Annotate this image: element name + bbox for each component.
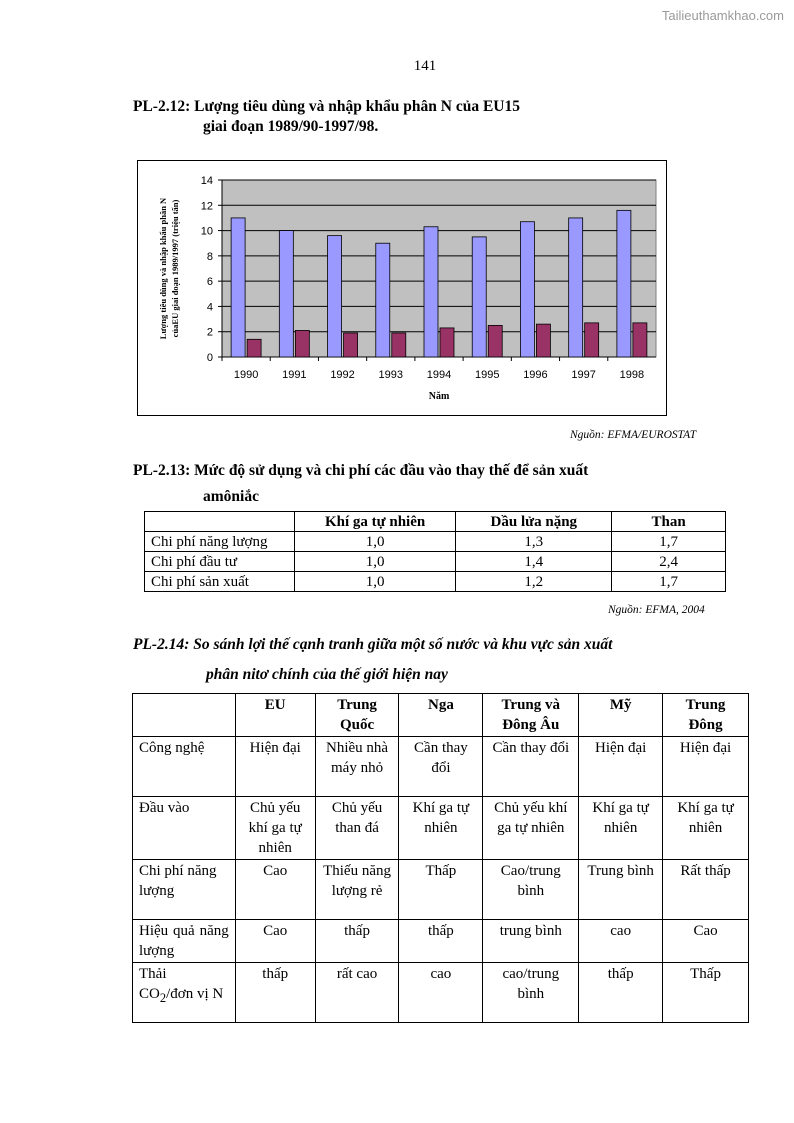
y-tick-label: 12 — [200, 200, 213, 213]
header-cell: EU — [235, 694, 315, 737]
table-cell: Trung bình — [579, 860, 663, 920]
competitive-advantage-table — [132, 693, 749, 1023]
row-label-part: CO — [139, 986, 160, 1002]
bar — [536, 324, 550, 357]
header-cell: Nga — [399, 694, 483, 737]
table-cell: Cao — [663, 920, 749, 963]
header-cell: Khí ga tự nhiên — [294, 512, 456, 532]
table-cell: thấp — [235, 963, 315, 1023]
table-cell: Chủ yếu khí ga tự nhiên — [483, 797, 579, 860]
y-tick-label: 2 — [206, 326, 213, 339]
header-cell: Than — [612, 512, 726, 532]
row-label: Hiệu quả năng lượng — [133, 920, 236, 963]
header-cell: Trung Đông — [663, 694, 749, 737]
table-cell: Cần thay đổi — [399, 737, 483, 797]
table-cell: Chủ yếu khí ga tự nhiên — [235, 797, 315, 860]
bar — [472, 237, 486, 357]
bar-chart — [138, 161, 666, 415]
table-cell: Thiếu năng lượng rẻ — [315, 860, 399, 920]
section-212-title-line1: PL-2.12: Lượng tiêu dùng và nhập khẩu phân N của EU15 — [133, 98, 520, 115]
table-cell: 1,0 — [294, 552, 456, 572]
bar — [617, 210, 631, 357]
bar — [440, 328, 454, 357]
bar — [328, 236, 342, 357]
table-header-row — [145, 512, 726, 532]
section-214-title-line1: PL-2.14: So sánh lợi thế cạnh tranh giữa một số nước và khu vực sản xuất — [133, 636, 613, 653]
table-cell: Cao/trung bình — [483, 860, 579, 920]
y-axis-label-line1: Lượng tiêu dùng và nhập khẩu phân N — [158, 197, 168, 340]
table-cell: 1,7 — [612, 572, 726, 592]
bar — [279, 231, 293, 357]
bar — [231, 218, 245, 357]
header-cell: Dầu lửa nặng — [456, 512, 612, 532]
bar — [295, 330, 309, 357]
table-cell: Khí ga tự nhiên — [399, 797, 483, 860]
x-tick-label: 1992 — [330, 369, 355, 381]
row-label: Chi phí năng lượng — [133, 860, 236, 920]
table-cell: 2,4 — [612, 552, 726, 572]
bar — [247, 339, 261, 357]
x-tick-label: 1996 — [523, 369, 548, 381]
x-axis-label: Năm — [428, 391, 450, 402]
section-214-title-line2: phân nitơ chính của thế giới hiện nay — [206, 666, 448, 683]
table-cell: 1,0 — [294, 532, 456, 552]
section-212-source: Nguồn: EFMA/EUROSTAT — [570, 429, 697, 441]
table-row — [133, 737, 749, 797]
table-row — [145, 532, 726, 552]
table-cell: Rất thấp — [663, 860, 749, 920]
table-cell: trung bình — [483, 920, 579, 963]
section-213-title-line2: amôniắc — [203, 488, 259, 505]
row-label: Chi phí năng lượng — [145, 532, 295, 552]
x-tick-label: 1997 — [571, 369, 596, 381]
table-row — [145, 572, 726, 592]
x-tick-label: 1995 — [474, 369, 500, 381]
table-row — [133, 963, 749, 1023]
table-cell: Hiện đại — [663, 737, 749, 797]
table-cell: rất cao — [315, 963, 399, 1023]
table-cell: 1,7 — [612, 532, 726, 552]
bar — [392, 333, 406, 357]
table-cell: thấp — [399, 920, 483, 963]
table-cell: Nhiều nhà máy nhỏ — [315, 737, 399, 797]
header-cell: Mỹ — [579, 694, 663, 737]
y-tick-label: 0 — [206, 352, 213, 364]
bar — [585, 323, 599, 357]
header-cell: Trung và Đông Âu — [483, 694, 579, 737]
row-label: Đầu vào — [133, 797, 236, 860]
bar — [376, 243, 390, 357]
table-cell: 1,0 — [294, 572, 456, 592]
table-cell: 1,2 — [456, 572, 612, 592]
table-cell: Cần thay đổi — [483, 737, 579, 797]
table-cell: Chủ yếu than đá — [315, 797, 399, 860]
table-row — [133, 920, 749, 963]
table-cell: Thấp — [663, 963, 749, 1023]
header-cell — [145, 512, 295, 532]
y-tick-label: 8 — [206, 250, 213, 263]
table-cell: Hiện đại — [579, 737, 663, 797]
section-213-title-line1: PL-2.13: Mức độ sử dụng và chi phí các đầu vào thay thế để sản xuất — [133, 462, 589, 479]
table-cell: cao/trung bình — [483, 963, 579, 1023]
row-label-emission — [133, 963, 236, 1023]
table-cell: Khí ga tự nhiên — [663, 797, 749, 860]
table-row — [133, 797, 749, 860]
section-213-source: Nguồn: EFMA, 2004 — [608, 604, 705, 616]
table-cell: Khí ga tự nhiên — [579, 797, 663, 860]
row-label-part: Thải — [139, 966, 167, 982]
header-cell: Trung Quốc — [315, 694, 399, 737]
bar — [488, 325, 502, 357]
table-cell: thấp — [579, 963, 663, 1023]
x-tick-label: 1998 — [619, 369, 645, 381]
y-tick-label: 14 — [200, 175, 213, 187]
table-row — [145, 552, 726, 572]
table-cell: 1,4 — [456, 552, 612, 572]
y-axis-label-line2: củaEU giai đoạn 1989/1997 (triệu tấn) — [170, 199, 180, 338]
row-label: Công nghệ — [133, 737, 236, 797]
y-tick-label: 4 — [206, 301, 213, 314]
y-tick-label: 10 — [200, 225, 213, 238]
table-cell: 1,3 — [456, 532, 612, 552]
table-cell: Cao — [235, 860, 315, 920]
input-cost-table — [144, 511, 726, 592]
x-tick-label: 1990 — [233, 369, 259, 381]
row-label-subscript: 2 — [159, 991, 167, 1005]
table-cell: thấp — [315, 920, 399, 963]
x-tick-label: 1993 — [378, 369, 404, 381]
table-cell: Cao — [235, 920, 315, 963]
table-header-row — [133, 694, 749, 737]
x-tick-label: 1991 — [282, 369, 307, 381]
table-row — [133, 860, 749, 920]
watermark: Tailieuthamkhao.com — [661, 8, 784, 23]
table-cell: cao — [399, 963, 483, 1023]
table-cell: Thấp — [399, 860, 483, 920]
bar — [633, 323, 647, 357]
row-label: Chi phí sản xuất — [145, 572, 295, 592]
header-cell — [133, 694, 236, 737]
bar — [569, 218, 583, 357]
table-cell: Hiện đại — [235, 737, 315, 797]
row-label-part: /đơn vị N — [166, 986, 224, 1002]
chart-container — [137, 160, 667, 416]
section-212-title-line2: giai đoạn 1989/90-1997/98. — [203, 118, 379, 135]
bar — [520, 222, 534, 357]
table-cell: cao — [579, 920, 663, 963]
y-tick-label: 6 — [206, 276, 213, 289]
bar — [344, 333, 358, 357]
page-number: 141 — [413, 58, 437, 74]
x-tick-label: 1994 — [426, 369, 452, 381]
row-label: Chi phí đầu tư — [145, 552, 295, 572]
bar — [424, 227, 438, 357]
